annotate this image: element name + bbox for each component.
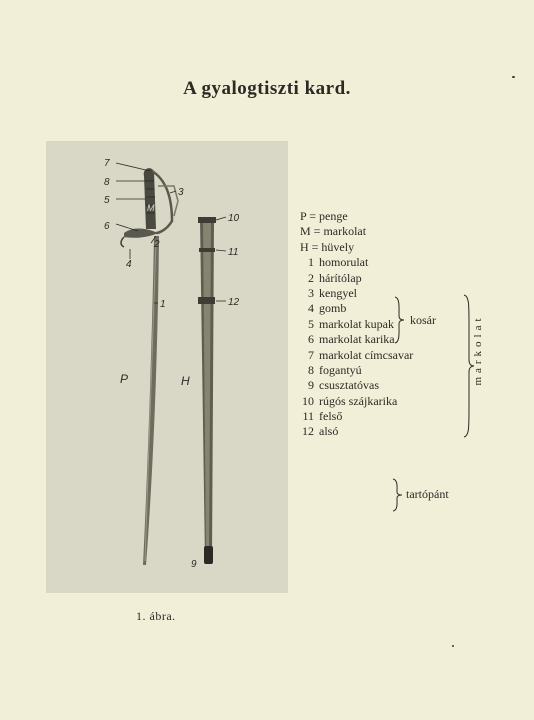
legend-item-text: alsó (319, 424, 339, 439)
legend-item (300, 378, 413, 393)
legend-item (300, 409, 413, 424)
legend-abbr-h: H = hüvely (300, 239, 355, 254)
sword-illustration (46, 141, 288, 593)
callout-2: 2 (154, 239, 160, 250)
callout-5: 5 (104, 195, 110, 206)
scabbard-drag (204, 546, 213, 564)
legend-item (300, 348, 413, 363)
legend-item-text: markolat karika (319, 332, 395, 347)
callout-3: 3 (178, 187, 184, 198)
scabbard-mouth-ring (198, 217, 216, 223)
legend-item (300, 424, 413, 439)
callout-6: 6 (104, 221, 110, 232)
legend-item (300, 271, 413, 286)
legend-item-number: 12 (302, 424, 314, 439)
callout-11: 11 (228, 247, 239, 258)
legend-item (300, 255, 413, 270)
sword-guard-plate (124, 229, 158, 238)
legend-item-text: felső (319, 409, 343, 424)
group-label-markolat-vertical: markolat (472, 314, 484, 386)
figure-caption: 1. ábra. (136, 609, 176, 623)
callout-1: 1 (160, 299, 166, 310)
group-label-tartopant: tartópánt (406, 487, 449, 501)
group-label-kosar: kosár (410, 313, 436, 327)
legend-item-number: 8 (308, 362, 314, 377)
callout-9: 9 (191, 559, 197, 570)
legend-item-text: fogantyú (319, 362, 362, 377)
legend-item-number: 11 (302, 409, 314, 424)
callout-12: 12 (228, 297, 240, 308)
sword-grip (144, 168, 156, 229)
legend-item-number: 2 (308, 270, 314, 285)
legend-item-number: 1 (308, 255, 314, 270)
legend-item-number: 7 (308, 347, 314, 362)
legend-item-text: csusztatóvas (319, 378, 379, 393)
legend-item-text: markolat kupak (319, 316, 394, 331)
legend-item-number: 10 (302, 393, 314, 408)
callout-7: 7 (104, 158, 110, 169)
brace-tartopant (390, 478, 404, 512)
legend-abbr-m: M = markolat (300, 224, 367, 239)
callout-H: H (181, 374, 190, 388)
legend-item-text: rúgós szájkarika (319, 393, 398, 408)
legend-item-number: 3 (308, 285, 314, 300)
legend-item-text: markolat címcsavar (319, 347, 414, 362)
legend-item-text: homorulat (319, 255, 369, 270)
legend-item-number: 6 (308, 332, 314, 347)
callout-8: 8 (104, 177, 110, 188)
callout-P: P (120, 372, 129, 386)
scabbard-lower-band (198, 297, 215, 304)
legend-item-text: hárítólap (319, 270, 362, 285)
guard-tip (121, 237, 124, 247)
legend-item-text: gomb (319, 301, 347, 316)
callout-4: 4 (126, 259, 132, 270)
callout-10: 10 (228, 213, 240, 224)
legend-abbr-p: P = penge (300, 209, 348, 223)
legend-item (300, 394, 413, 409)
sword-figure-photo (46, 141, 288, 593)
brace-kosar (392, 296, 406, 344)
legend-item-number: 5 (308, 316, 314, 331)
page-title: A gyalogtiszti kard. (183, 78, 351, 99)
paper-speck (512, 76, 515, 78)
callout-M: M (147, 203, 155, 213)
legend-item-number: 4 (308, 301, 314, 316)
scabbard-upper-band (199, 248, 215, 252)
paper-speck (452, 645, 454, 647)
legend-item (300, 363, 413, 378)
legend-item-number: 9 (308, 378, 314, 393)
legend-item-text: kengyel (319, 285, 357, 300)
